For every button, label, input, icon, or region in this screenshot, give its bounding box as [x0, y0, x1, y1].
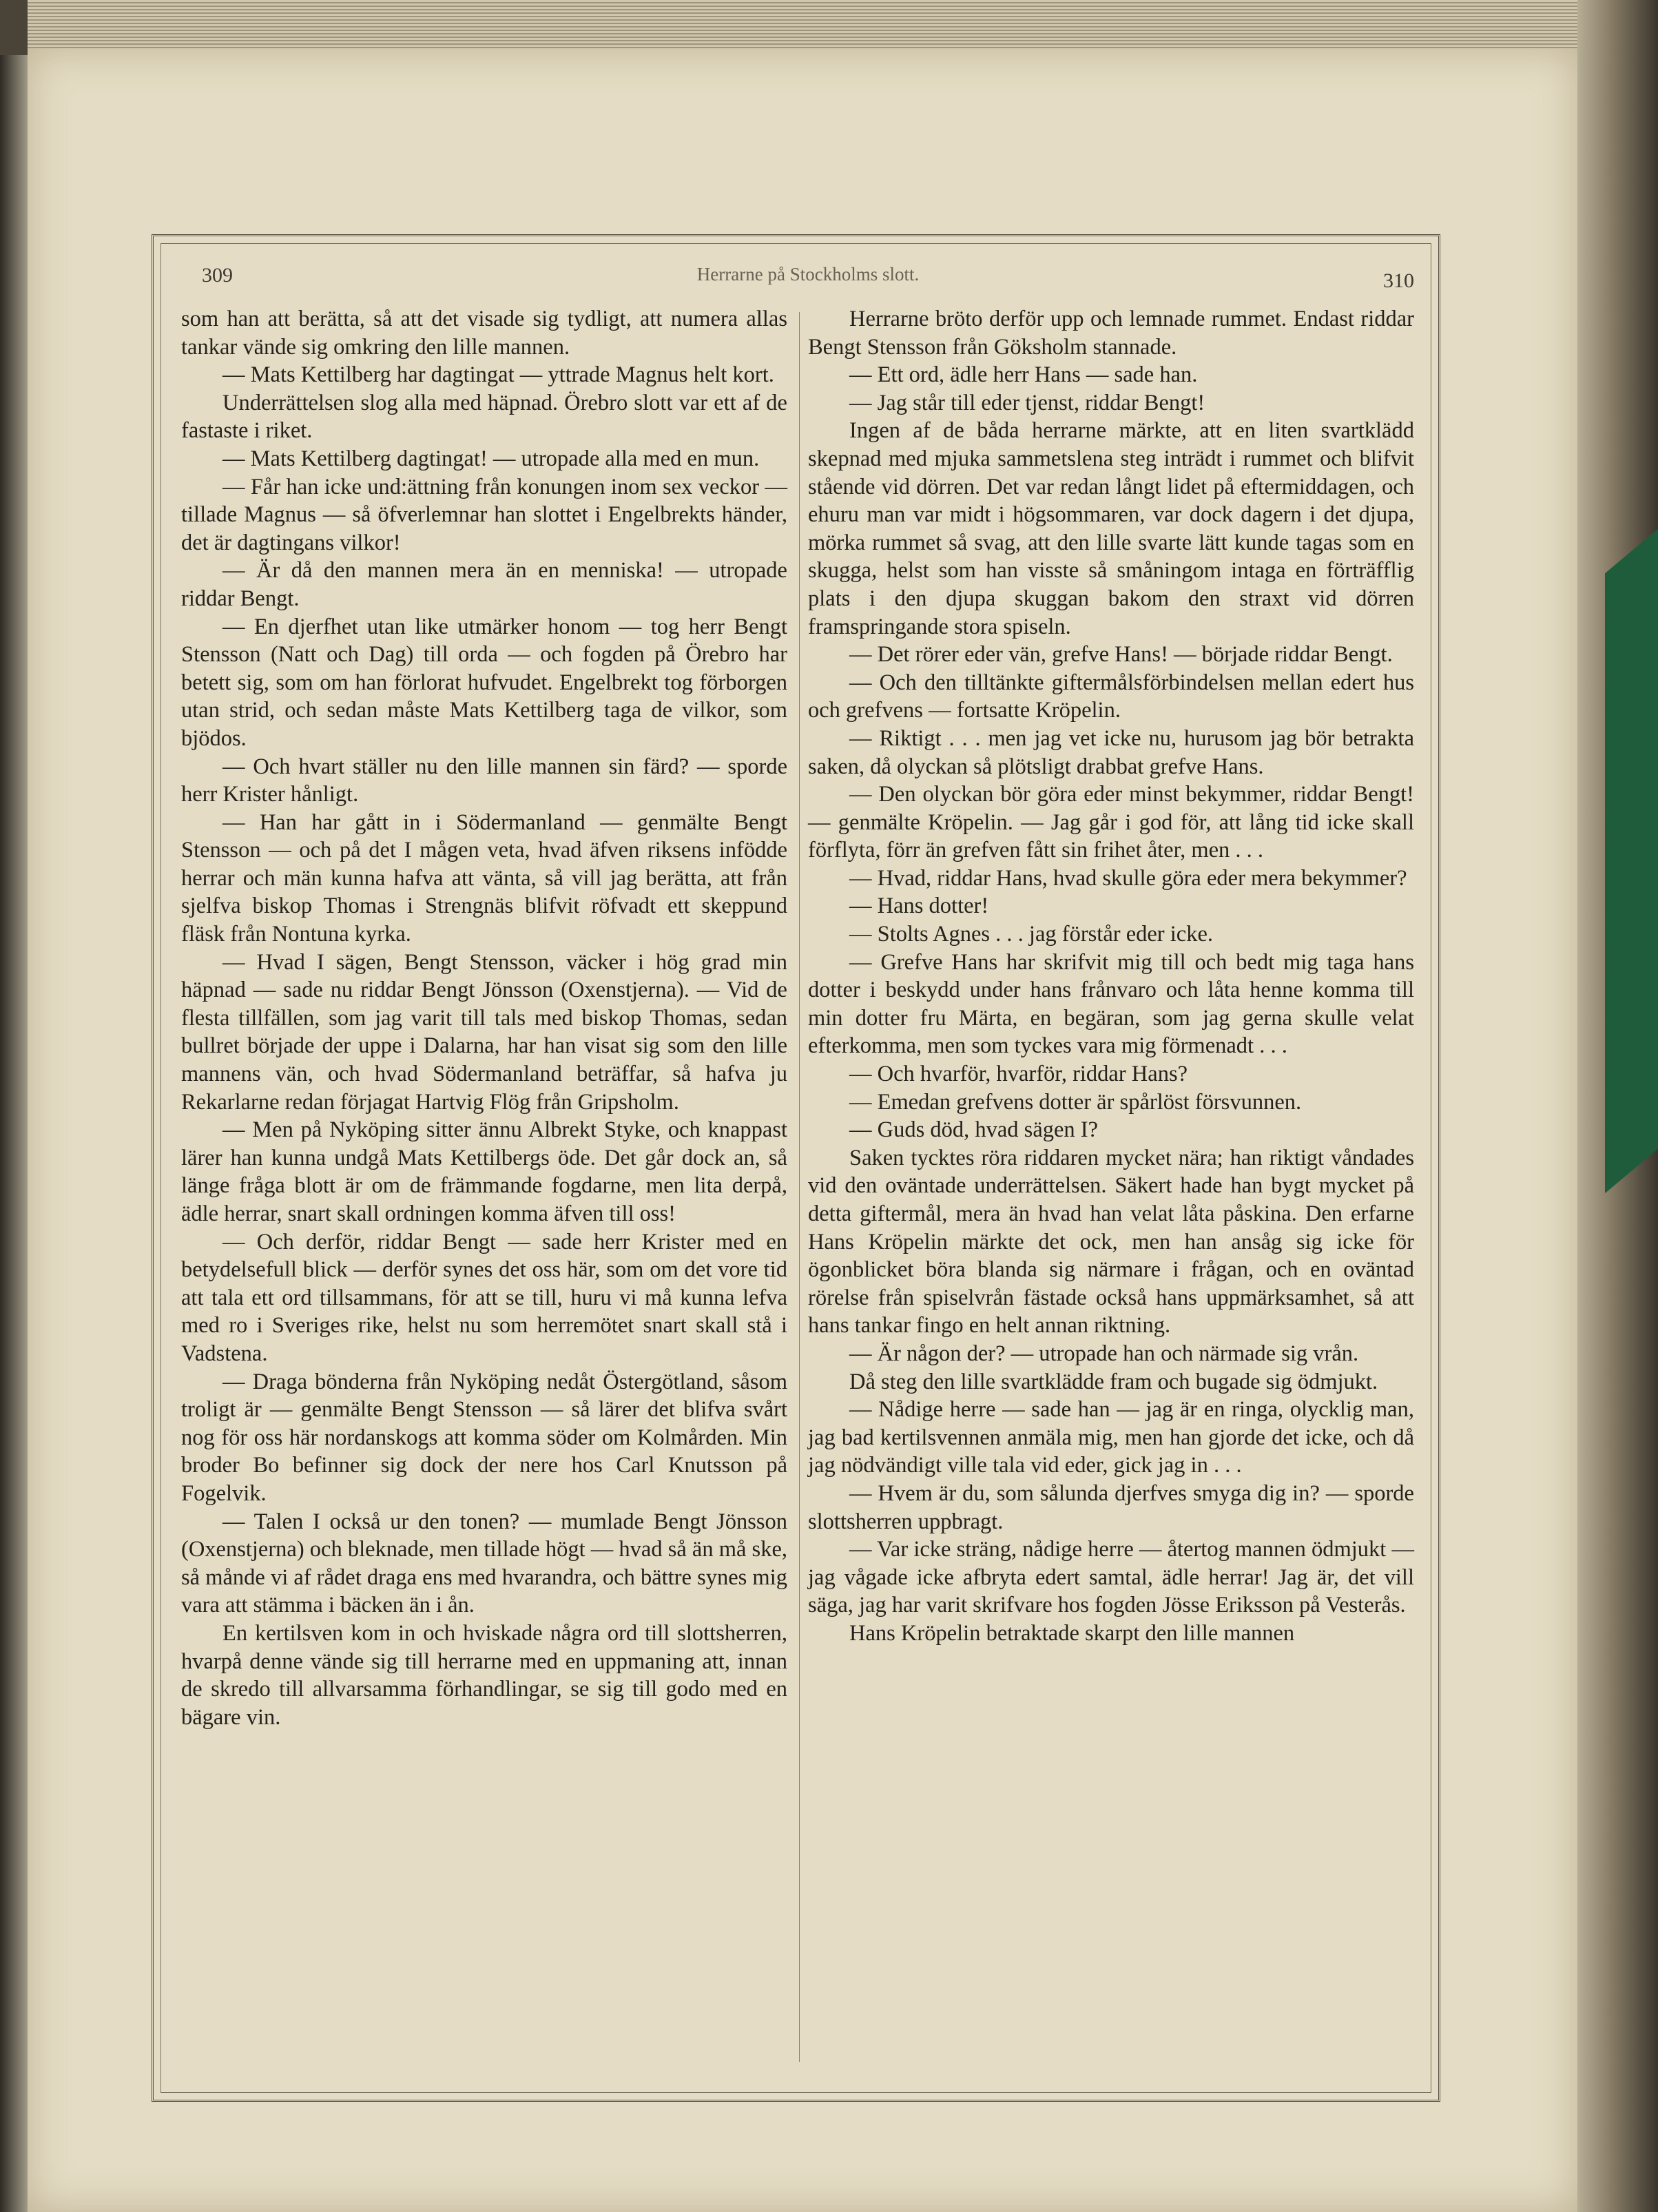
paragraph: — Den olyckan bör göra eder minst bekymmer, riddar Bengt! — genmälte Kröpelin. — Jag går i god för, att lång tid icke skall förflyta, förr än grefven fått sin frihet åter, men . . .	[808, 782, 1414, 863]
paragraph: — Är någon der? — utropade han och närmade sig vrån.	[849, 1341, 1359, 1366]
paragraph: — Och derför, riddar Bengt — sade herr Krister med en betydelsefull blick — derför synes det oss här, som om det vore tid att tala ett ord tillsammans, för att se till, huru vi må kunna lefva med ro i Sveriges rike, helst nu som herremötet snart skall stå i Vadstena.	[181, 1229, 787, 1366]
paragraph: som han att berätta, så att det visade sig tydligt, att numera allas tankar vände sig omkring den lille mannen.	[181, 307, 787, 360]
paragraph: — Jag står till eder tjenst, riddar Bengt!	[849, 390, 1205, 415]
right-column	[808, 305, 1414, 1648]
paragraph: — En djerfhet utan like utmärker honom — tog herr Bengt Stensson (Natt och Dag) till orda — och fogden på Örebro har betett sig, som om han förlorat hufvudet. Engelbrekt tog förborgen utan strid, och sedan måste Mats Kettilberg taga de vilkor, som bjödos.	[181, 614, 787, 751]
paragraph: — Guds död, hvad sägen I?	[849, 1117, 1099, 1143]
paragraph: — Grefve Hans har skrifvit mig till och bedt mig taga hans dotter i beskydd under hans frånvaro och låta henne komma till min dotter fru Märta, en begäran, som jag gerna skulle velat efterkomma, men som tyckes vara mig förmenadt . . .	[808, 949, 1414, 1059]
paragraph: Saken tycktes röra riddaren mycket nära; han riktigt våndades vid den oväntade underrättelsen. Säkert hade han bygt mycket på detta giftermål, mera än hvad han velat låta påskina. Den erfarne Hans Kröpelin märkte det ock, men han ansåg sig icke för ögonblicket böra blanda sig närmare i frågan, och en oväntad rörelse från spiselvrån fästade också hans uppmärksamhet, så att hans tankar fingo en helt annan riktning.	[808, 1145, 1414, 1338]
paragraph: Ingen af de båda herrarne märkte, att en liten svartklädd skepnad med mjuka sammetslena steg inträdt i rummet och blifvit stående vid dörren. Det var redan långt lidet på eftermiddagen, och ehuru man var midt i högsommaren, var dock dagern i det djupa, mörka rummet så svag, att den lille svarte lätt kunde tagas som en skugga, helst som han visste så småningom intaga en förträfflig plats i den djupa skuggan bakom den straxt vid dörren framspringande stora spiseln.	[808, 418, 1414, 639]
paragraph: — Och hvart ställer nu den lille mannen sin färd? — sporde herr Krister hånligt.	[181, 754, 787, 807]
paragraph: — Nådige herre — sade han — jag är en ringa, olycklig man, jag bad kertilsvennen anmäla mig, men han gjorde det icke, och då jag nödvändigt ville tala vid eder, gick jag in . . .	[808, 1397, 1414, 1478]
paragraph: — Ett ord, ädle herr Hans — sade han.	[849, 362, 1198, 388]
paragraph: — Hans dotter!	[849, 893, 989, 919]
paragraph: — Får han icke und:ättning från konungen inom sex veckor — tillade Magnus — så öfverlemnar han slottet i Engelbrekts händer, det är dagtingans vilkor!	[181, 474, 787, 555]
page-frame	[152, 234, 1440, 2102]
paragraph: Underrättelsen slog alla med häpnad. Örebro slott var ett af de fastaste i riket.	[181, 390, 787, 444]
paragraph: — Hvad I sägen, Bengt Stensson, väcker i hög grad min häpnad — sade nu riddar Bengt Jönsson (Oxenstjerna). — Vid de flesta tillfällen, som jag varit till tals med biskop Thomas, sedan bullret började der uppe i Dalarna, har han visat sig som den lille mannens vän, och hvad Södermanland beträffar, så hafva ju Rekarlarne redan förjagat Hartvig Flög från Gripsholm.	[181, 949, 787, 1115]
paragraph: — Stolts Agnes . . . jag förstår eder icke.	[849, 922, 1214, 947]
paragraph: Herrarne bröto derför upp och lemnade rummet. Endast riddar Bengt Stensson från Göksholm stannade.	[808, 307, 1414, 360]
column-divider	[799, 312, 800, 2062]
paragraph: — Draga bönderna från Nyköping nedåt Östergötland, såsom troligt är — genmälte Bengt Stensson — så lärer det blifva svårt nog för oss här nordanskogs att komma söder om Kolmården. Min broder Bo befinner sig dock der nere hos Carl Knutsson på Fogelvik.	[181, 1369, 787, 1506]
paragraph: — Men på Nyköping sitter ännu Albrekt Styke, och knappast lärer han kunna undgå Mats Kettilbergs öde. Det går dock an, så länge fråga blott är om de främmande fogdarne, men lita derpå, ädle herrar, snart skall ordningen komma äfven till oss!	[181, 1117, 787, 1226]
page-number-left: 309	[202, 264, 233, 287]
paragraph: En kertilsven kom in och hviskade några ord till slottsherren, hvarpå denne vände sig till herrarne med en uppmaning att, innan de skredo till allvarsamma förhandlingar, se sig till godo med en bägare vin.	[181, 1620, 787, 1730]
paragraph: — Är då den mannen mera än en menniska! — utropade riddar Bengt.	[181, 558, 787, 611]
paragraph: — Det rörer eder vän, grefve Hans! — började riddar Bengt.	[849, 642, 1393, 668]
paragraph: Då steg den lille svartklädde fram och bugade sig ödmjukt.	[849, 1369, 1378, 1394]
running-title: Herrarne på Stockholms slott.	[696, 264, 920, 285]
paragraph: — Talen I också ur den tonen? — mumlade Bengt Jönsson (Oxenstjerna) och bleknade, men tillade högt — hvad så än må ske, så månde vi af rådet draga ens med hvarandra, och bättre synes mig vara att stämma i bäcken än i ån.	[181, 1509, 787, 1618]
green-bookmark	[1605, 529, 1658, 1194]
paragraph: — Och hvarför, hvarför, riddar Hans?	[849, 1062, 1188, 1087]
left-column	[181, 305, 787, 1731]
paragraph: — Mats Kettilberg har dagtingat — yttrade Magnus helt kort.	[222, 362, 774, 388]
running-header	[202, 264, 1414, 298]
paragraph: — Mats Kettilberg dagtingat! — utropade alla med en mun.	[222, 446, 760, 471]
book-top-edge	[28, 0, 1577, 55]
paragraph: — Var icke sträng, nådige herre — återtog mannen ödmjukt — jag vågade icke afbryta edert samtal, ädle herrar! Jag är, det vill säga, jag har varit skrifvare hos fogden Jösse Eriksson på Vesterås.	[808, 1537, 1414, 1618]
paragraph: — Riktigt . . . men jag vet icke nu, hurusom jag bör betrakta saken, då olyckan så plötsligt drabbat grefve Hans.	[808, 725, 1414, 779]
paragraph: — Han har gått in i Södermanland — genmälte Bengt Stensson — och på det I mågen veta, hvad äfven riksens infödde herrar och män kunna hafva att vänta, så vill jag berätta, att från sjelfva biskop Thomas i Strengnäs blifvit röfvadt ett skeppund fläsk från Nontuna kyrka.	[181, 809, 787, 947]
book-page	[28, 48, 1577, 2212]
paragraph: — Hvem är du, som sålunda djerfves smyga dig in? — sporde slottsherren uppbragt.	[808, 1480, 1414, 1534]
paragraph: — Hvad, riddar Hans, hvad skulle göra eder mera bekymmer?	[849, 865, 1407, 891]
page-number-right: 310	[1383, 269, 1414, 292]
paragraph: — Och den tilltänkte giftermålsförbindelsen mellan edert hus och grefvens — fortsatte Kröpelin.	[808, 670, 1414, 723]
paragraph: — Emedan grefvens dotter är spårlöst försvunnen.	[849, 1089, 1302, 1115]
paragraph: Hans Kröpelin betraktade skarpt den lille mannen	[849, 1620, 1295, 1646]
